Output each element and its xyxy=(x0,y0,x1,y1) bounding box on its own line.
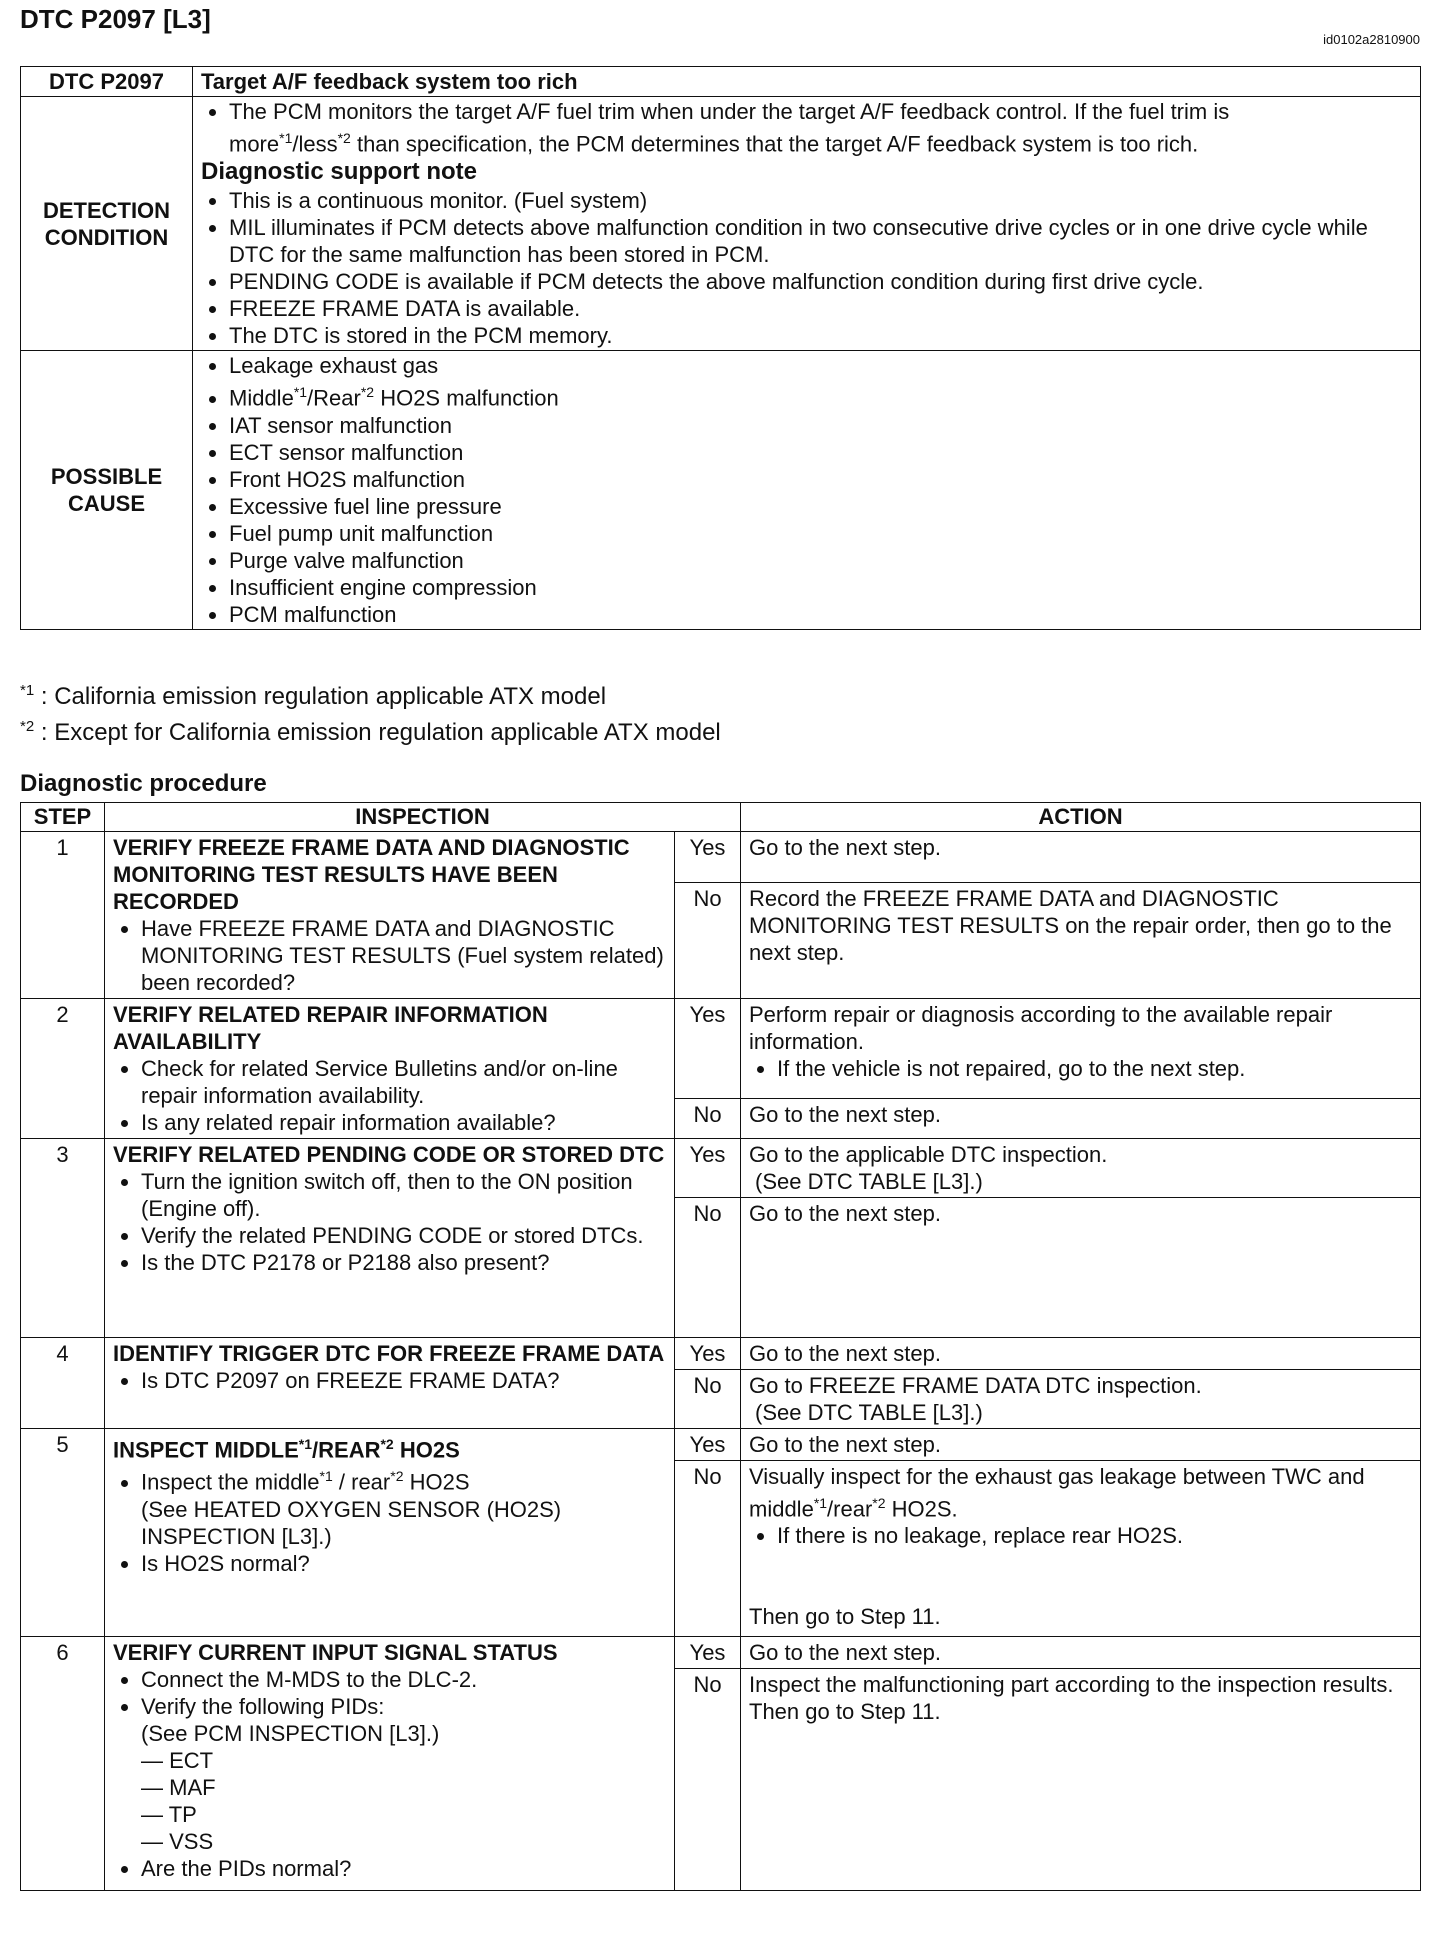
no-action-cell xyxy=(741,1461,1421,1637)
support-note-item: • MIL illuminates if PCM detects above malfunction condition in two consecutive drive cycles or in one drive cycle while DTC for the same malfunction has been stored in PCM. xyxy=(229,214,1410,268)
col-step-header: STEP xyxy=(21,803,105,832)
step-4-inspection xyxy=(105,1338,675,1429)
step-title: IDENTIFY TRIGGER DTC FOR FREEZE FRAME DATA xyxy=(113,1341,665,1366)
step-5-inspection xyxy=(105,1429,675,1637)
footnote-ref-1: *1 xyxy=(279,130,293,146)
footnote-mark-1: *1 xyxy=(20,682,35,699)
step-5-title-ho2s: HO2S xyxy=(393,1437,460,1463)
support-note-item: • FREEZE FRAME DATA is available. xyxy=(229,295,1410,322)
go-to-step-11: Then go to Step 11. xyxy=(749,1604,941,1630)
inspection-bullet xyxy=(141,1463,666,1549)
step-5-no-action-ho2s: HO2S. xyxy=(885,1496,958,1522)
detection-condition-row xyxy=(21,97,1421,351)
inspection-bullet: • Have FREEZE FRAME DATA and DIAGNOSTIC MONITORING TEST RESULTS (Fuel system related) been recorded? xyxy=(141,915,666,996)
cause-item-middle-rear-ho2s xyxy=(229,379,1410,411)
procedure-header-row xyxy=(21,803,1421,832)
step-title: VERIFY RELATED REPAIR INFORMATION AVAILABILITY xyxy=(113,1002,548,1054)
possible-cause-row xyxy=(21,351,1421,629)
dtc-table-reference: (See DTC TABLE [L3].) xyxy=(755,1400,983,1425)
yes-label: Yes xyxy=(675,1139,741,1198)
col-action-header: ACTION xyxy=(741,803,1421,832)
cause-rear-text: /Rear xyxy=(307,385,361,411)
cause-ho2s-text: HO2S malfunction xyxy=(374,385,559,411)
inspection-bullet: • Verify the related PENDING CODE or stored DTCs. xyxy=(141,1222,666,1249)
step-5-no-action-text: Visually inspect for the exhaust gas leakage between TWC and middle xyxy=(749,1464,1365,1522)
go-to-step-11: Then go to Step 11. xyxy=(749,1699,941,1724)
step-number: 3 xyxy=(21,1139,105,1338)
step-5-title-rear: /REAR xyxy=(312,1437,381,1463)
footnote-1 xyxy=(20,676,721,712)
detection-label-line-1: DETECTION xyxy=(42,197,171,223)
detection-intro-rest: than specification, the PCM determines that the target A/F feedback system is too rich. xyxy=(350,131,1199,157)
footnote-ref-2: *2 xyxy=(360,384,375,401)
no-action: Go to the next step. xyxy=(741,1099,1421,1139)
page-title: DTC P2097 [L3] xyxy=(20,4,211,34)
step-6-inspection xyxy=(105,1637,675,1891)
detection-label-line-2: CONDITION xyxy=(44,224,169,250)
support-note-list xyxy=(201,187,1410,349)
inspection-bullet: • Is HO2S normal? xyxy=(141,1550,666,1577)
step-5-yes-row xyxy=(21,1429,1421,1461)
no-label: No xyxy=(675,1099,741,1139)
cause-item: • IAT sensor malfunction xyxy=(229,412,1410,439)
pid-item: — MAF xyxy=(141,1775,216,1800)
cause-item: • Excessive fuel line pressure xyxy=(229,493,1410,520)
no-label: No xyxy=(675,1461,741,1637)
step-5-inspect-rear: / rear xyxy=(332,1469,391,1495)
step-5-inspect-middle: Inspect the middle xyxy=(141,1469,320,1495)
pid-item: — TP xyxy=(141,1802,197,1827)
footnote-ref-2: *2 xyxy=(380,1436,394,1452)
dtc-table-reference: (See DTC TABLE [L3].) xyxy=(755,1169,983,1194)
no-label: No xyxy=(675,883,741,999)
yes-label: Yes xyxy=(675,832,741,883)
no-label: No xyxy=(675,1669,741,1891)
footnote-ref-1: *1 xyxy=(813,1495,828,1511)
procedure-title: Diagnostic procedure xyxy=(20,770,267,797)
cause-item: • Fuel pump unit malfunction xyxy=(229,520,1410,547)
cause-middle-text: Middle xyxy=(229,385,294,411)
footnote-ref-1: *1 xyxy=(293,384,308,401)
footnote-2 xyxy=(20,712,721,748)
step-title: VERIFY CURRENT INPUT SIGNAL STATUS xyxy=(113,1640,558,1665)
step-5-title-middle: INSPECT MIDDLE xyxy=(113,1437,299,1463)
yes-action: Go to the next step. xyxy=(741,832,1421,883)
yes-action: Go to the next step. xyxy=(741,1637,1421,1669)
footnote-ref-1: *1 xyxy=(298,1436,313,1452)
yes-action: Perform repair or diagnosis according to the available repair information. xyxy=(749,1002,1333,1054)
no-action: Record the FREEZE FRAME DATA and DIAGNOSTIC MONITORING TEST RESULTS on the repair order, then go to the next step. xyxy=(741,883,1421,999)
action-bullet: • If there is no leakage, replace rear HO2S. xyxy=(777,1522,1412,1549)
cause-list xyxy=(201,352,1410,627)
cause-label-line-1: POSSIBLE xyxy=(50,463,163,489)
pid-item: — VSS xyxy=(141,1829,214,1854)
no-action: Inspect the malfunctioning part according to the inspection results. xyxy=(749,1672,1394,1697)
no-label: No xyxy=(675,1370,741,1429)
verify-pids-text: Verify the following PIDs: xyxy=(141,1694,385,1719)
dtc-description: Target A/F feedback system too rich xyxy=(193,67,1421,97)
possible-cause-content xyxy=(193,351,1421,629)
inspection-bullet: • Check for related Service Bulletins and/or on-line repair information availability. xyxy=(141,1055,666,1109)
footnote-ref-2: *2 xyxy=(337,130,351,146)
step-number: 6 xyxy=(21,1637,105,1891)
inspection-bullet xyxy=(141,1693,666,1855)
cause-label-line-2: CAUSE xyxy=(67,490,145,516)
step-3-inspection xyxy=(105,1139,675,1338)
footnotes xyxy=(20,676,721,748)
ho2s-inspection-reference: (See HEATED OXYGEN SENSOR (HO2S) INSPECTION [L3].) xyxy=(141,1496,562,1549)
no-action: Go to FREEZE FRAME DATA DTC inspection. xyxy=(749,1373,1202,1398)
no-action-cell xyxy=(741,1669,1421,1891)
detection-condition-label xyxy=(21,97,193,351)
step-number: 5 xyxy=(21,1429,105,1637)
footnote-ref-1: *1 xyxy=(319,1468,333,1485)
step-5-no-action-rear: /rear xyxy=(827,1496,873,1522)
inspection-bullet: • Is DTC P2097 on FREEZE FRAME DATA? xyxy=(141,1367,666,1394)
cause-item: • Purge valve malfunction xyxy=(229,547,1410,574)
yes-action: Go to the next step. xyxy=(741,1429,1421,1461)
cause-item: • PCM malfunction xyxy=(229,601,1410,628)
yes-action: Go to the applicable DTC inspection. xyxy=(749,1142,1108,1167)
yes-action: Go to the next step. xyxy=(741,1338,1421,1370)
step-number: 1 xyxy=(21,832,105,999)
detection-intro xyxy=(229,98,1410,157)
pcm-inspection-reference: (See PCM INSPECTION [L3].) xyxy=(141,1721,440,1746)
action-bullet: • If the vehicle is not repaired, go to the next step. xyxy=(777,1055,1412,1082)
detection-intro-less: /less xyxy=(292,131,338,157)
detection-intro-line-a: The PCM monitors the target A/F fuel trim when under the target A/F feedback control. If the fuel trim is xyxy=(229,99,1230,124)
step-6-yes-row xyxy=(21,1637,1421,1669)
cause-item: • Leakage exhaust gas xyxy=(229,352,1410,379)
yes-action-cell xyxy=(741,1139,1421,1198)
document-id: id0102a2810900 xyxy=(1323,32,1420,47)
footnote-text-1: : California emission regulation applicable ATX model xyxy=(40,683,607,710)
inspection-bullet: • Connect the M-MDS to the DLC-2. xyxy=(141,1666,666,1693)
procedure-table xyxy=(20,802,1421,1891)
step-2-yes-row xyxy=(21,999,1421,1099)
step-1-inspection xyxy=(105,832,675,999)
step-title: VERIFY FREEZE FRAME DATA AND DIAGNOSTIC MONITORING TEST RESULTS HAVE BEEN RECORDED xyxy=(113,835,630,914)
support-note-item: • PENDING CODE is available if PCM detects the above malfunction condition during first drive cycle. xyxy=(229,268,1410,295)
step-3-yes-row xyxy=(21,1139,1421,1198)
no-action: Go to the next step. xyxy=(741,1198,1421,1338)
dtc-code-label: DTC P2097 xyxy=(21,67,193,97)
step-title xyxy=(113,1431,666,1463)
step-1-yes-row xyxy=(21,832,1421,883)
step-5-inspect-ho2s: HO2S xyxy=(403,1469,470,1495)
step-number: 2 xyxy=(21,999,105,1139)
dtc-summary-table xyxy=(20,66,1421,630)
inspection-bullet: • Is the DTC P2178 or P2188 also present? xyxy=(141,1249,666,1276)
footnote-text-2: : Except for California emission regulation applicable ATX model xyxy=(40,719,721,746)
step-2-inspection xyxy=(105,999,675,1139)
inspection-bullet: • Is any related repair information available? xyxy=(141,1109,666,1136)
step-4-yes-row xyxy=(21,1338,1421,1370)
pid-item: — ECT xyxy=(141,1748,214,1773)
no-action-cell xyxy=(741,1370,1421,1429)
support-note-item: • This is a continuous monitor. (Fuel system) xyxy=(229,187,1410,214)
possible-cause-label xyxy=(21,351,193,629)
support-note-item: • The DTC is stored in the PCM memory. xyxy=(229,322,1410,349)
dtc-header-row xyxy=(21,67,1421,97)
step-number: 4 xyxy=(21,1338,105,1429)
cause-item: • ECT sensor malfunction xyxy=(229,439,1410,466)
detection-intro-more: more xyxy=(229,131,280,157)
yes-label: Yes xyxy=(675,1429,741,1461)
yes-action-cell xyxy=(741,999,1421,1099)
cause-item: • Front HO2S malfunction xyxy=(229,466,1410,493)
support-note-heading: Diagnostic support note xyxy=(201,158,477,186)
no-label: No xyxy=(675,1198,741,1338)
footnote-ref-2: *2 xyxy=(872,1495,886,1511)
yes-label: Yes xyxy=(675,1637,741,1669)
cause-item: • Insufficient engine compression xyxy=(229,574,1410,601)
inspection-bullet: • Turn the ignition switch off, then to the ON position (Engine off). xyxy=(141,1168,666,1222)
step-title: VERIFY RELATED PENDING CODE OR STORED DTC xyxy=(113,1142,665,1167)
yes-label: Yes xyxy=(675,1338,741,1370)
col-inspection-header: INSPECTION xyxy=(105,803,741,832)
footnote-mark-2: *2 xyxy=(20,718,35,735)
footnote-ref-2: *2 xyxy=(390,1468,404,1485)
inspection-bullet: • Are the PIDs normal? xyxy=(141,1855,666,1882)
yes-label: Yes xyxy=(675,999,741,1099)
detection-condition-content xyxy=(193,97,1421,351)
no-action xyxy=(749,1463,1412,1522)
